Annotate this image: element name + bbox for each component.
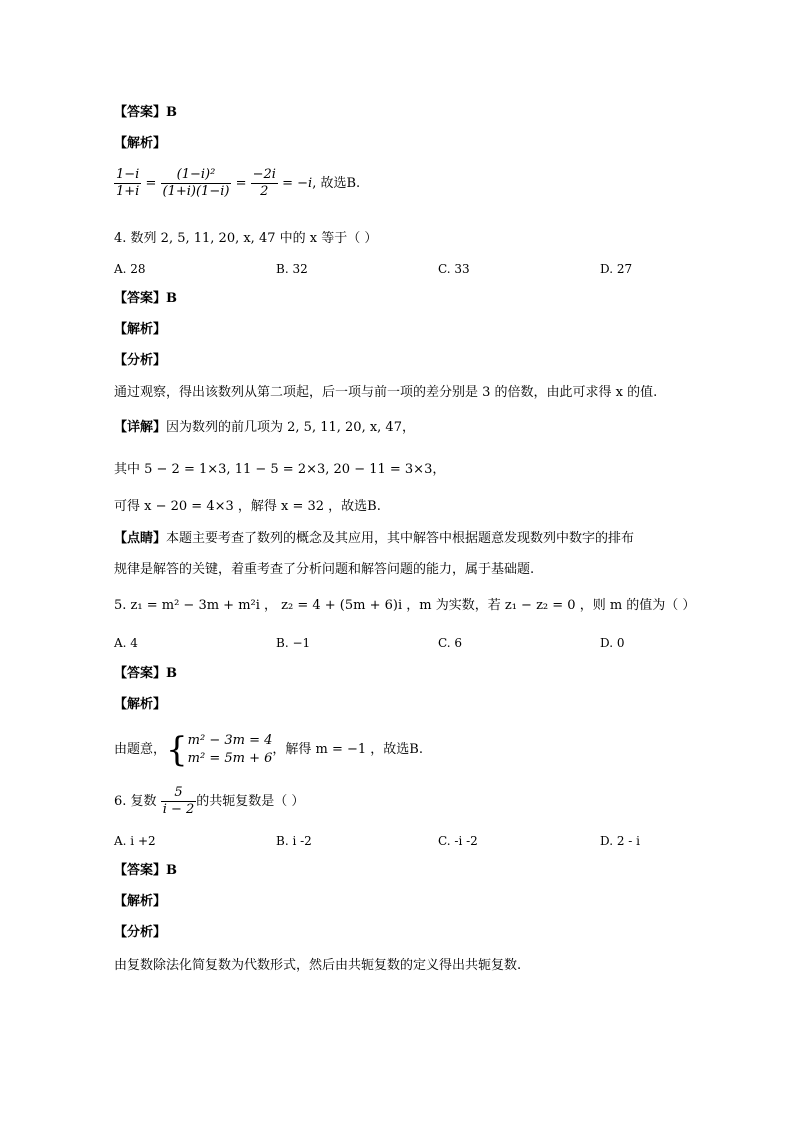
q4-fenxi-label: 【分析】 [114,353,167,368]
q5-solution: 由题意，{ m² − 3m = 4 m² = 5m + 6 ，解得 m = −1 ，故选B. [114,729,423,770]
q4-comment-line2: 规律是解答的关键，着重考查了分析问题和解答问题的能力，属于基础题. [114,562,535,577]
q5-option-d: D. 0 [600,636,625,650]
left-brace-icon: { [166,729,188,770]
q4-option-d: D. 27 [600,262,633,276]
q4-comment: 【点睛】本题主要考查了数列的概念及其应用，其中解答中根据题意发现数列中数字的排布 [114,531,635,546]
q6-answer: 【答案】B [114,863,177,878]
fraction-2: $\frac{\text{(1−i)²}}{(1+i)(1-i)}$ [162,167,230,199]
q6-option-c: C. -i -2 [438,834,478,848]
q4-option-c: C. 33 [438,262,470,276]
q5-stem: 5. z₁ = m² − 3m + m²i ， z₂ = 4 + (5m + 6)i ，m 为实数，若 z₁ − z₂ = 0 ，则 m 的值为（ ） [114,598,696,613]
q6-stem: 6. 复数 $\frac{5}{i - 2}$ 的共轭复数是（ ） [114,785,305,817]
q4-detail-line3: 可得 x − 20 = 4×3 ，解得 x = 32 ，故选B. [114,499,381,514]
fraction-1: $\frac{1-i}{1+i}$ [116,167,140,199]
q4-analysis-label: 【解析】 [114,322,167,337]
q6-analysis-label: 【解析】 [114,894,167,909]
q6-fenxi-label: 【分析】 [114,925,167,940]
q6-option-b: B. i -2 [276,834,312,848]
q5-option-c: C. 6 [438,636,463,650]
q3-formula: $\frac{1-i}{1+i}$ = $\frac{\text{(1−i)²}}{(1+i)(1-i)}$ = $\frac{-2i}{2}$ = −i, 故选B. [116,167,361,199]
q6-fraction: $\frac{5}{i - 2}$ [162,785,195,817]
q6-option-d: D. 2 - i [600,834,640,848]
q5-analysis-label: 【解析】 [114,697,167,712]
q4-detail-line2: 其中 5 − 2 = 1×3, 11 − 5 = 2×3, 20 − 11 = 3×3， [114,462,446,477]
q5-option-b: B. −1 [276,636,311,650]
q6-fenxi-text: 由复数除法化简复数为代数形式，然后由共轭复数的定义得出共轭复数. [114,958,522,973]
q5-answer: 【答案】B [114,666,177,681]
q3-analysis-label: 【解析】 [114,136,167,151]
q4-fenxi-text: 通过观察，得出该数列从第二项起，后一项与前一项的差分别是 3 的倍数，由此可求得 x 的值. [114,385,658,400]
q3-answer: 【答案】B [114,105,177,120]
q6-option-a: A. i +2 [114,834,156,848]
q4-option-b: B. 32 [276,262,308,276]
equation-system: m² − 3m = 4 m² = 5m + 6 [187,732,273,766]
q4-detail: 【详解】因为数列的前几项为 2, 5, 11, 20, x, 47， [114,420,415,435]
q4-option-a: A. 28 [114,262,146,276]
q4-stem: 4. 数列 2, 5, 11, 20, x, 47 中的 x 等于（ ） [114,231,378,246]
fraction-3: $\frac{-2i}{2}$ [252,167,276,199]
q5-option-a: A. 4 [114,636,138,650]
q4-answer: 【答案】B [114,291,177,306]
